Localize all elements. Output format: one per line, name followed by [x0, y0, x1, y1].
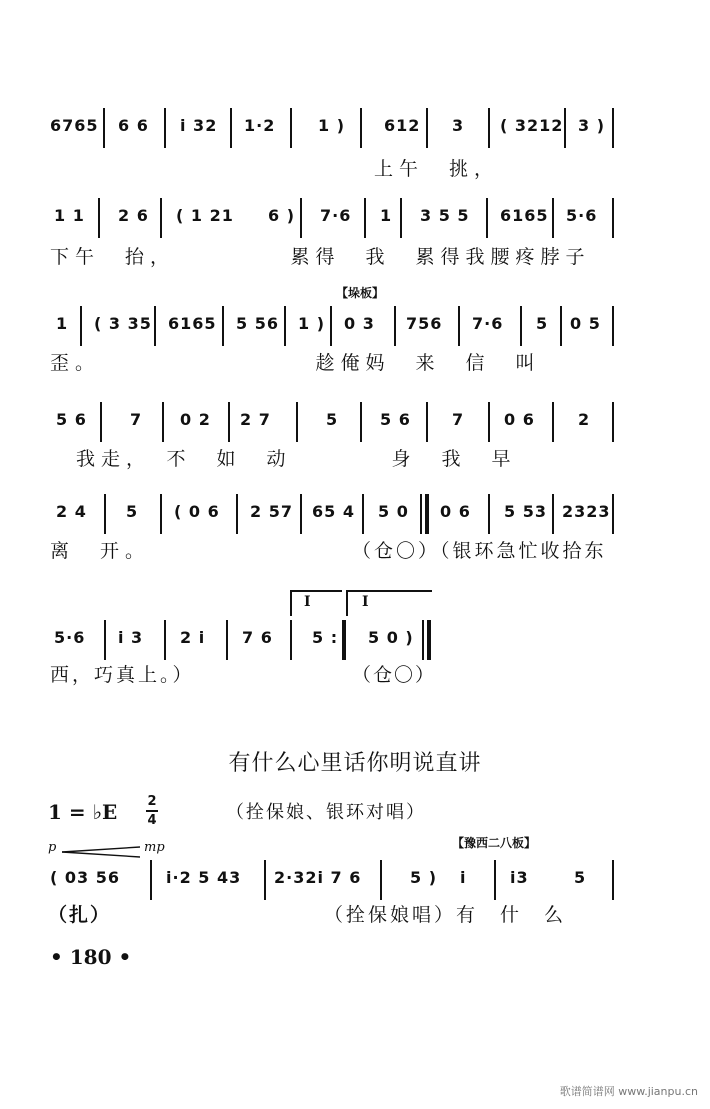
- lyrics-row-1: 上午 挑，: [374, 158, 500, 180]
- note-group: 5 0 ): [368, 628, 414, 647]
- barline: [488, 402, 490, 442]
- note-group: 1 ): [318, 116, 346, 135]
- note-group: 1 ): [298, 314, 326, 333]
- note-group: 5 0: [378, 502, 409, 521]
- note-group: 5·6: [54, 628, 86, 647]
- barline: [228, 402, 230, 442]
- note-group: 1 1: [54, 206, 85, 225]
- page-number: • 180 •: [50, 945, 132, 969]
- barline: [362, 494, 364, 534]
- barline: [364, 198, 366, 238]
- stage-direction: （仓〇）: [352, 664, 437, 686]
- note-group: 7 6: [242, 628, 273, 647]
- note-group: 7: [452, 410, 465, 429]
- barline: [612, 860, 614, 900]
- note-group: 612: [384, 116, 421, 135]
- note-group: i 3: [118, 628, 144, 647]
- song-title: 有什么心里话你明说直讲: [228, 751, 482, 776]
- barline: [164, 620, 166, 660]
- barline: [226, 620, 228, 660]
- barline: [284, 306, 286, 346]
- barline: [300, 198, 302, 238]
- note-group: 7·6: [320, 206, 352, 225]
- note-group: 5: [126, 502, 139, 521]
- note-group: 0 6: [504, 410, 535, 429]
- barline: [290, 620, 292, 660]
- lyrics-row-7: （拴保娘唱）有 什 么: [324, 904, 567, 926]
- note-group: 5 6: [56, 410, 87, 429]
- notes-row-1: [0, 108, 710, 164]
- barline: [552, 198, 554, 238]
- note-group: i: [460, 868, 467, 887]
- note-group: 6 ): [268, 206, 296, 225]
- note-group: 6165: [168, 314, 217, 333]
- key-signature: 1 = ♭E: [48, 800, 118, 824]
- note-group: 2·32i 7 6: [274, 868, 362, 887]
- note-group: ( 03 56: [50, 868, 120, 887]
- note-group: 5 :: [312, 628, 339, 647]
- note-group: 2 7: [240, 410, 271, 429]
- lyrics-row-5: 离 开。: [50, 540, 151, 562]
- note-group: 1·2: [244, 116, 276, 135]
- note-group: 5: [574, 868, 587, 887]
- barline: [420, 494, 422, 534]
- note-group: 3 ): [578, 116, 606, 135]
- watermark: 歌谱简谱网 www.jianpu.cn: [559, 1085, 698, 1098]
- barline: [494, 860, 496, 900]
- note-group: ( 3 35: [94, 314, 152, 333]
- note-group: 756: [406, 314, 443, 333]
- dynamic-end: mp: [144, 840, 165, 855]
- barline: [552, 494, 554, 534]
- barline: [296, 402, 298, 442]
- barline: [426, 402, 428, 442]
- barline: [104, 620, 106, 660]
- barline: [98, 198, 100, 238]
- section-tag: 【豫西二八板】: [452, 836, 537, 850]
- note-group: i 32: [180, 116, 218, 135]
- note-group: ( 3212: [500, 116, 564, 135]
- barline: [164, 108, 166, 148]
- barline: [160, 198, 162, 238]
- barline: [552, 402, 554, 442]
- note-group: 1: [56, 314, 69, 333]
- note-group: i3: [510, 868, 529, 887]
- barline: [612, 306, 614, 346]
- note-group: ( 0 6: [174, 502, 220, 521]
- barline: [154, 306, 156, 346]
- time-signature: [146, 794, 158, 828]
- barline: [300, 494, 302, 534]
- volta-label: I: [362, 594, 369, 610]
- note-group: 2 i: [180, 628, 206, 647]
- barline: [360, 108, 362, 148]
- barline: [222, 306, 224, 346]
- barline: [426, 108, 428, 148]
- stage-direction: （仓〇）（银环急忙收拾东: [352, 540, 607, 562]
- barline: [100, 402, 102, 442]
- note-group: 2 6: [118, 206, 149, 225]
- note-group: 65 4: [312, 502, 355, 521]
- note-group: 5·6: [566, 206, 598, 225]
- note-group: 3 5 5: [420, 206, 470, 225]
- barline: [488, 494, 490, 534]
- lyrics-row-2: 下午 抬， 累得 我 累得我腰疼脖子: [50, 246, 591, 268]
- volta-bracket-1: [290, 590, 342, 616]
- note-group: 2 4: [56, 502, 87, 521]
- barline: [612, 402, 614, 442]
- barline: [400, 198, 402, 238]
- note-group: 0 2: [180, 410, 211, 429]
- barline: [103, 108, 105, 148]
- note-group: 0 5: [570, 314, 601, 333]
- note-group: 5: [536, 314, 549, 333]
- lyrics-row-6: 西，巧真上。）: [50, 664, 195, 686]
- note-group: 5 6: [380, 410, 411, 429]
- note-group: 0 6: [440, 502, 471, 521]
- note-group: 7·6: [472, 314, 504, 333]
- note-group: 0 3: [344, 314, 375, 333]
- volta-bracket-2: [346, 590, 432, 616]
- note-group: ( 1 21: [176, 206, 234, 225]
- volta-label: I: [304, 594, 311, 610]
- note-group: 3: [452, 116, 465, 135]
- barline: [80, 306, 82, 346]
- barline: [520, 306, 522, 346]
- barline: [104, 494, 106, 534]
- note-group: 5 53: [504, 502, 547, 521]
- barline: [380, 860, 382, 900]
- note-group: i·2 5 43: [166, 868, 242, 887]
- dynamic-start: p: [48, 840, 57, 855]
- lyrics-row-4: 我走， 不 如 动 身 我 早: [76, 448, 517, 470]
- note-group: 2323: [562, 502, 611, 521]
- barline: [230, 108, 232, 148]
- repeat-barline: [425, 494, 429, 534]
- barline: [612, 494, 614, 534]
- barline: [360, 402, 362, 442]
- barline: [564, 108, 566, 148]
- barline: [150, 860, 152, 900]
- note-group: 2: [578, 410, 591, 429]
- percussion-cue: （扎）: [48, 904, 112, 926]
- barline: [486, 198, 488, 238]
- barline: [458, 306, 460, 346]
- barline: [488, 108, 490, 148]
- final-barline: [427, 620, 431, 660]
- note-group: 5 ): [410, 868, 438, 887]
- barline: [160, 494, 162, 534]
- barline: [560, 306, 562, 346]
- barline: [330, 306, 332, 346]
- note-group: 6 6: [118, 116, 149, 135]
- barline: [612, 198, 614, 238]
- note-group: 5: [326, 410, 339, 429]
- barline: [394, 306, 396, 346]
- note-group: 1: [380, 206, 393, 225]
- barline: [162, 402, 164, 442]
- crescendo-hairpin: [62, 846, 140, 858]
- lyrics-row-3: 歪。 趁俺妈 来 信 叫: [50, 352, 541, 374]
- note-group: 5 56: [236, 314, 279, 333]
- barline: [422, 620, 424, 660]
- barline: [290, 108, 292, 148]
- time-bottom: 4: [147, 813, 157, 828]
- barline: [236, 494, 238, 534]
- note-group: 7: [130, 410, 143, 429]
- time-rule: [146, 810, 158, 812]
- barline: [612, 108, 614, 148]
- repeat-barline: [342, 620, 346, 660]
- note-group: 6765: [50, 116, 99, 135]
- note-group: 2 57: [250, 502, 293, 521]
- time-top: 2: [147, 794, 157, 809]
- barline: [264, 860, 266, 900]
- singers-note: （拴保娘、银环对唱）: [226, 802, 426, 823]
- note-group: 6165: [500, 206, 549, 225]
- section-tag: 【垛板】: [336, 286, 385, 300]
